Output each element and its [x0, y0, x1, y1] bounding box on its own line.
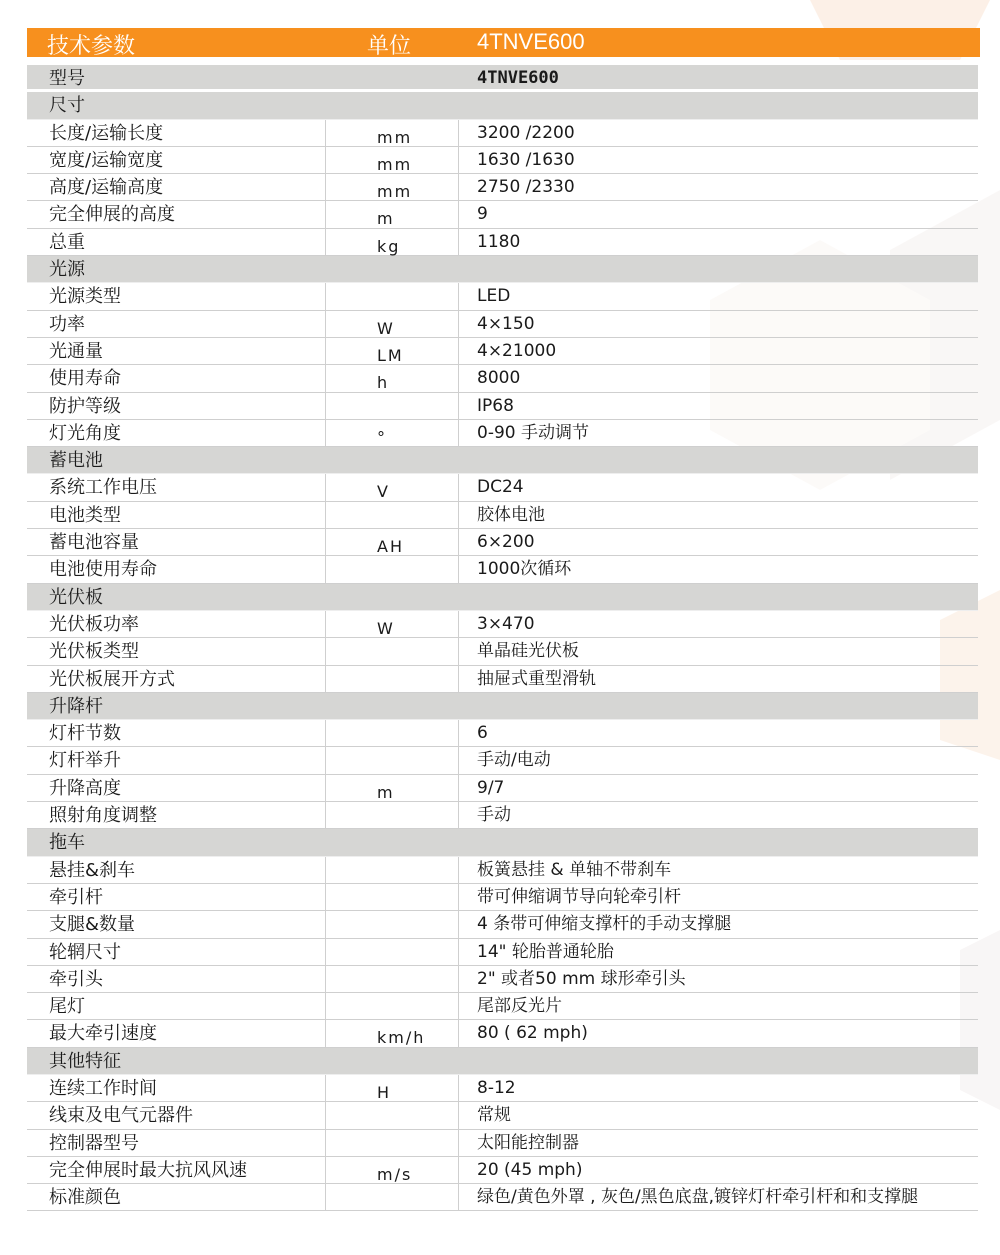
- column-divider: [325, 174, 326, 200]
- column-divider: [325, 420, 326, 446]
- model-row: [27, 65, 978, 92]
- table-row: [27, 1102, 978, 1129]
- row-value: 绿色/黄色外罩 , 灰色/黑色底盘,镀锌灯杆牵引杆和和支撑腿: [477, 1187, 919, 1208]
- column-divider: [325, 775, 326, 801]
- row-value: 抽屉式重型滑轨: [477, 668, 596, 689]
- column-divider: [458, 556, 459, 582]
- column-divider: [325, 1157, 326, 1183]
- row-value: 9/7: [477, 777, 505, 798]
- section-header-row: [27, 1048, 978, 1075]
- row-label: 蓄电池容量: [49, 532, 139, 554]
- table-row: [27, 911, 978, 938]
- column-divider: [458, 283, 459, 309]
- row-label: 尺寸: [49, 95, 85, 117]
- table-row: [27, 229, 978, 256]
- header-unit: 单位: [367, 33, 412, 58]
- row-unit: h: [377, 373, 390, 393]
- row-value: 3×470: [477, 613, 535, 634]
- column-divider: [458, 939, 459, 965]
- table-row: [27, 1184, 978, 1211]
- column-divider: [325, 993, 326, 1019]
- column-divider: [458, 1130, 459, 1156]
- column-divider: [458, 1157, 459, 1183]
- row-value: 8-12: [477, 1077, 516, 1098]
- column-divider: [325, 311, 326, 337]
- column-divider: [458, 529, 459, 555]
- row-unit: V: [377, 482, 390, 502]
- row-value: 带可伸缩调节导向轮牵引杆: [477, 886, 681, 907]
- column-divider: [325, 1075, 326, 1101]
- row-value: 板簧悬挂 & 单轴不带刹车: [477, 859, 672, 880]
- row-value: 4TNVE600: [477, 68, 559, 88]
- section-header-row: [27, 447, 978, 474]
- table-row: [27, 147, 978, 174]
- row-value: 2" 或者50 mm 球形牵引头: [477, 968, 686, 989]
- column-divider: [458, 911, 459, 937]
- column-divider: [325, 720, 326, 746]
- row-label: 控制器型号: [49, 1132, 139, 1154]
- row-value: 单晶硅光伏板: [477, 641, 579, 662]
- table-row: [27, 502, 978, 529]
- column-divider: [325, 529, 326, 555]
- column-divider: [458, 966, 459, 992]
- column-divider: [325, 201, 326, 227]
- row-label: 总重: [49, 231, 85, 253]
- table-row: [27, 174, 978, 201]
- row-value: 2750 /2330: [477, 177, 575, 198]
- row-unit: W: [377, 618, 395, 638]
- table-row: [27, 365, 978, 392]
- column-divider: [458, 1184, 459, 1210]
- row-value: 1180: [477, 231, 521, 252]
- row-value: IP68: [477, 395, 514, 416]
- row-label: 照射角度调整: [49, 805, 157, 827]
- row-unit: W: [377, 318, 395, 338]
- row-unit: km/h: [377, 1028, 426, 1048]
- row-label: 光伏板: [49, 586, 103, 608]
- row-value: 20 (45 mph): [477, 1159, 583, 1180]
- column-divider: [325, 1184, 326, 1210]
- column-divider: [325, 802, 326, 828]
- column-divider: [325, 365, 326, 391]
- column-divider: [325, 338, 326, 364]
- header-param: 技术参数: [47, 33, 136, 58]
- table-row: [27, 993, 978, 1020]
- column-divider: [325, 1102, 326, 1128]
- column-divider: [458, 311, 459, 337]
- row-label: 长度/运输长度: [49, 122, 164, 144]
- column-divider: [458, 1075, 459, 1101]
- row-label: 光伏板展开方式: [49, 668, 175, 690]
- column-divider: [325, 283, 326, 309]
- table-row: [27, 966, 978, 993]
- table-row: [27, 420, 978, 447]
- row-value: 80 ( 62 mph): [477, 1023, 588, 1044]
- row-label: 使用寿命: [49, 368, 121, 390]
- row-label: 电池使用寿命: [49, 559, 157, 581]
- column-divider: [458, 1102, 459, 1128]
- table-row: [27, 529, 978, 556]
- row-unit: mm: [377, 182, 413, 202]
- column-divider: [458, 338, 459, 364]
- row-label: 尾灯: [49, 996, 85, 1018]
- column-divider: [458, 747, 459, 773]
- row-label: 灯杆举升: [49, 750, 121, 772]
- column-divider: [325, 147, 326, 173]
- row-value: 胶体电池: [477, 504, 545, 525]
- table-row: [27, 338, 978, 365]
- row-unit: mm: [377, 127, 413, 147]
- column-divider: [325, 666, 326, 692]
- column-divider: [458, 229, 459, 255]
- section-header-row: [27, 693, 978, 720]
- column-divider: [325, 1020, 326, 1046]
- row-unit: H: [377, 1082, 392, 1102]
- row-value: LED: [477, 286, 511, 307]
- row-label: 升降杆: [49, 695, 103, 717]
- column-divider: [458, 638, 459, 664]
- section-header-row: [27, 829, 978, 856]
- table-row: [27, 747, 978, 774]
- column-divider: [458, 720, 459, 746]
- row-value: 1630 /1630: [477, 149, 575, 170]
- column-divider: [325, 857, 326, 883]
- row-unit: LM: [377, 345, 404, 365]
- table-row: [27, 201, 978, 228]
- row-label: 标准颜色: [49, 1187, 121, 1209]
- table-row: [27, 120, 978, 147]
- spec-table: [27, 65, 978, 1211]
- column-divider: [458, 502, 459, 528]
- table-row: [27, 556, 978, 583]
- row-value: 太阳能控制器: [477, 1132, 579, 1153]
- row-unit: kg: [377, 236, 401, 256]
- row-value: 手动: [477, 805, 511, 826]
- row-label: 防护等级: [49, 395, 121, 417]
- row-unit: m/s: [377, 1164, 413, 1184]
- table-row: [27, 311, 978, 338]
- row-label: 型号: [49, 68, 85, 89]
- column-divider: [458, 857, 459, 883]
- row-label: 连续工作时间: [49, 1077, 157, 1099]
- column-divider: [458, 1020, 459, 1046]
- section-header-row: [27, 584, 978, 611]
- table-row: [27, 1157, 978, 1184]
- row-label: 其他特征: [49, 1050, 121, 1072]
- column-divider: [325, 556, 326, 582]
- row-value: 9: [477, 204, 488, 225]
- column-divider: [458, 393, 459, 419]
- column-divider: [325, 393, 326, 419]
- column-divider: [325, 120, 326, 146]
- column-divider: [458, 775, 459, 801]
- column-divider: [458, 474, 459, 500]
- row-label: 支腿&数量: [49, 914, 136, 936]
- table-row: [27, 638, 978, 665]
- row-label: 光源类型: [49, 286, 121, 308]
- row-value: 3200 /2200: [477, 122, 575, 143]
- column-divider: [325, 966, 326, 992]
- column-divider: [458, 420, 459, 446]
- row-value: 4 条带可伸缩支撑杆的手动支撑腿: [477, 914, 732, 935]
- table-row: [27, 884, 978, 911]
- column-divider: [325, 474, 326, 500]
- row-label: 宽度/运输宽度: [49, 149, 164, 171]
- column-divider: [458, 666, 459, 692]
- column-divider: [458, 201, 459, 227]
- row-label: 牵引杆: [49, 886, 103, 908]
- table-row: [27, 1020, 978, 1047]
- row-value: 8000: [477, 368, 521, 389]
- table-row: [27, 720, 978, 747]
- row-label: 光通量: [49, 340, 103, 362]
- column-divider: [325, 884, 326, 910]
- column-divider: [325, 1130, 326, 1156]
- row-label: 光源: [49, 259, 85, 281]
- table-header: [27, 28, 980, 57]
- column-divider: [325, 502, 326, 528]
- row-label: 完全伸展时最大抗风风速: [49, 1159, 247, 1181]
- column-divider: [458, 884, 459, 910]
- table-row: [27, 666, 978, 693]
- row-label: 轮辋尺寸: [49, 941, 121, 963]
- column-divider: [458, 802, 459, 828]
- row-label: 悬挂&刹车: [49, 859, 136, 881]
- row-value: 4×150: [477, 313, 535, 334]
- row-label: 系统工作电压: [49, 477, 157, 499]
- row-value: 常规: [477, 1105, 511, 1126]
- row-label: 蓄电池: [49, 450, 103, 472]
- column-divider: [458, 993, 459, 1019]
- column-divider: [325, 939, 326, 965]
- table-row: [27, 802, 978, 829]
- row-label: 最大牵引速度: [49, 1023, 157, 1045]
- column-divider: [325, 611, 326, 637]
- column-divider: [325, 911, 326, 937]
- column-divider: [325, 638, 326, 664]
- table-row: [27, 393, 978, 420]
- row-value: DC24: [477, 477, 524, 498]
- table-row: [27, 474, 978, 501]
- table-row: [27, 775, 978, 802]
- column-divider: [325, 747, 326, 773]
- section-header-row: [27, 92, 978, 119]
- column-divider: [325, 229, 326, 255]
- row-label: 高度/运输高度: [49, 177, 164, 199]
- row-label: 线束及电气元器件: [49, 1105, 193, 1127]
- row-unit: mm: [377, 154, 413, 174]
- row-label: 光伏板功率: [49, 613, 139, 635]
- column-divider: [458, 120, 459, 146]
- row-value: 4×21000: [477, 340, 557, 361]
- row-unit: m: [377, 209, 395, 229]
- column-divider: [458, 147, 459, 173]
- row-label: 拖车: [49, 832, 85, 854]
- row-unit: °: [377, 427, 387, 447]
- row-label: 灯光角度: [49, 422, 121, 444]
- row-value: 6×200: [477, 532, 535, 553]
- table-row: [27, 611, 978, 638]
- table-row: [27, 283, 978, 310]
- row-value: 尾部反光片: [477, 996, 562, 1017]
- row-value: 0-90 手动调节: [477, 422, 589, 443]
- row-value: 手动/电动: [477, 750, 551, 771]
- row-label: 完全伸展的高度: [49, 204, 175, 226]
- row-label: 灯杆节数: [49, 723, 121, 745]
- row-value: 6: [477, 723, 488, 744]
- table-row: [27, 1130, 978, 1157]
- table-row: [27, 1075, 978, 1102]
- row-label: 光伏板类型: [49, 641, 139, 663]
- table-row: [27, 857, 978, 884]
- row-unit: AH: [377, 537, 404, 557]
- table-row: [27, 939, 978, 966]
- header-model: 4TNVE600: [477, 29, 585, 54]
- column-divider: [458, 174, 459, 200]
- row-label: 电池类型: [49, 504, 121, 526]
- row-label: 升降高度: [49, 777, 121, 799]
- column-divider: [458, 365, 459, 391]
- row-unit: m: [377, 782, 395, 802]
- row-value: 14" 轮胎普通轮胎: [477, 941, 614, 962]
- row-value: 1000次循环: [477, 559, 572, 580]
- row-label: 牵引头: [49, 968, 103, 990]
- section-header-row: [27, 256, 978, 283]
- row-label: 功率: [49, 313, 85, 335]
- column-divider: [458, 611, 459, 637]
